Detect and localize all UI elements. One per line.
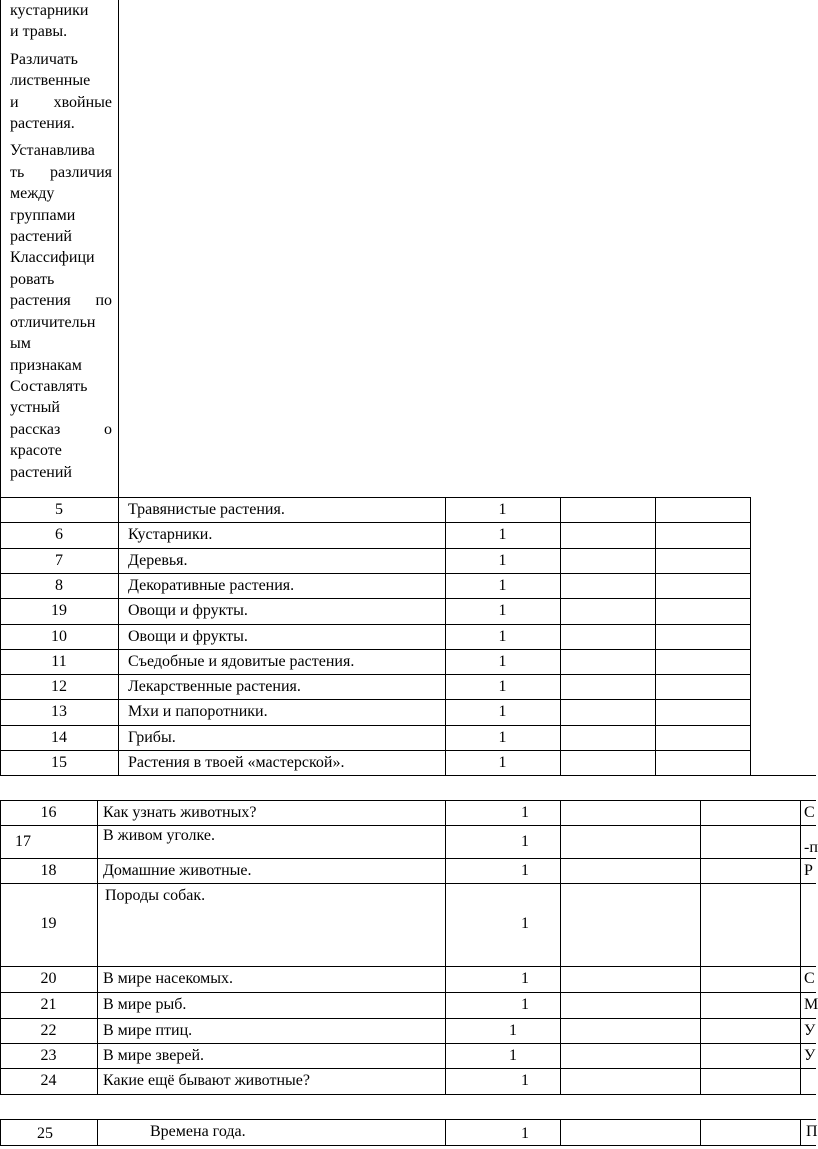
column-border <box>118 497 119 775</box>
row-border <box>0 649 751 650</box>
lesson-topic: В мире насекомых. <box>103 970 234 987</box>
row-border <box>0 598 751 599</box>
lesson-topic: Декоративные растения. <box>128 577 295 594</box>
text-line: признакам <box>10 356 82 374</box>
text-line: Различать <box>10 50 78 68</box>
row-number: 6 <box>55 526 63 543</box>
row-number: 12 <box>51 678 67 695</box>
lesson-topic: Травянистые растения. <box>128 501 285 518</box>
text-line: растений <box>10 463 72 481</box>
text-line: Составлять <box>10 377 88 395</box>
truncated-cell-text: М <box>804 996 818 1013</box>
lesson-topic: Мхи и папоротники. <box>128 703 268 720</box>
row-number: 10 <box>51 628 67 645</box>
lesson-topic: Съедобные и ядовитые растения. <box>128 653 355 670</box>
column-border <box>655 497 656 775</box>
lesson-topic: В мире зверей. <box>103 1047 205 1064</box>
truncated-cell-text: П <box>806 1123 818 1140</box>
truncated-cell-text: У <box>804 1022 816 1039</box>
row-border <box>0 750 751 751</box>
text-line: устный <box>10 399 60 417</box>
row-number: 20 <box>40 970 57 987</box>
column-border <box>97 1119 98 1146</box>
row-border <box>0 699 751 700</box>
row-number: 24 <box>40 1072 57 1089</box>
row-number: 7 <box>55 552 63 569</box>
lesson-topic: В живом уголке. <box>103 827 215 844</box>
hours-count: 1 <box>498 602 507 619</box>
text-line: ровать <box>10 270 55 288</box>
row-number: 19 <box>40 915 57 932</box>
text-line: растений <box>10 228 72 246</box>
lesson-topic: Лекарственные растения. <box>128 678 301 695</box>
row-number: 19 <box>51 602 67 619</box>
hours-count: 1 <box>521 970 529 987</box>
hours-count: 1 <box>521 1125 529 1142</box>
row-border <box>0 1119 816 1120</box>
text-line: и хвойные <box>10 93 112 111</box>
section-divider <box>0 775 816 776</box>
hours-count: 1 <box>498 577 507 594</box>
text-line: между <box>10 185 55 203</box>
text-line: растения по <box>10 292 112 310</box>
row-border <box>0 725 751 726</box>
truncated-cell-text: Р <box>804 862 813 879</box>
column-border <box>800 1119 801 1146</box>
hours-count: 1 <box>521 1072 529 1089</box>
hours-count: 1 <box>498 501 507 518</box>
row-number: 22 <box>40 1022 57 1039</box>
hours-count: 1 <box>509 1047 517 1064</box>
lesson-topic: Грибы. <box>128 729 176 746</box>
column-border <box>700 1119 701 1146</box>
lesson-topic: Овощи и фрукты. <box>128 602 248 619</box>
row-border <box>0 1068 816 1069</box>
lesson-topic: Кустарники. <box>128 526 213 543</box>
text-line: ым <box>10 335 31 353</box>
truncated-cell-text: -п <box>804 839 818 856</box>
column-border <box>97 800 98 1094</box>
lesson-topic: В мире птиц. <box>103 1022 193 1039</box>
row-border <box>0 825 816 826</box>
lesson-topic: Какие ещё бывают животные? <box>103 1072 310 1089</box>
row-number: 17 <box>15 833 31 850</box>
hours-count: 1 <box>521 996 529 1013</box>
row-border <box>0 966 816 967</box>
lesson-topic: В мире рыб. <box>103 996 187 1013</box>
column-border <box>700 800 701 1094</box>
row-border <box>0 522 751 523</box>
hours-count: 1 <box>498 552 507 569</box>
lesson-topic: Растения в твоей «мастерской». <box>128 754 345 771</box>
lesson-topic: Как узнать животных? <box>103 804 257 821</box>
hours-count: 1 <box>498 526 507 543</box>
row-number: 18 <box>40 862 57 879</box>
lesson-topic: Деревья. <box>128 552 188 569</box>
truncated-cell-text: У <box>804 1047 816 1064</box>
row-border <box>0 1094 816 1095</box>
text-line: лиственные <box>10 72 91 90</box>
hours-count: 1 <box>498 703 507 720</box>
top-cell-right-border <box>118 0 119 497</box>
row-number: 25 <box>37 1125 53 1142</box>
row-border <box>0 624 751 625</box>
column-border <box>560 497 561 775</box>
skills-text-cell <box>10 0 112 483</box>
row-number: 14 <box>51 729 67 746</box>
text-line: Классифици <box>10 249 95 267</box>
text-line: группами <box>10 206 76 224</box>
row-number: 15 <box>51 754 67 771</box>
text-line: красоте <box>10 442 62 460</box>
hours-count: 1 <box>498 653 507 670</box>
row-number: 5 <box>55 501 63 518</box>
row-border <box>0 800 816 801</box>
row-border <box>0 674 751 675</box>
row-border <box>0 497 751 498</box>
hours-count: 1 <box>498 754 507 771</box>
lesson-topic: Породы собак. <box>105 887 206 904</box>
row-border <box>0 1145 816 1146</box>
text-line: отличительн <box>10 313 96 331</box>
text-line: Устанавлива <box>10 142 95 160</box>
row-number: 21 <box>40 996 57 1013</box>
text-line: и травы. <box>10 23 68 41</box>
truncated-cell-text: С <box>804 804 815 821</box>
row-border <box>0 573 751 574</box>
row-border <box>0 858 816 859</box>
text-line: кустарники <box>10 2 89 19</box>
hours-count: 1 <box>498 628 507 645</box>
row-number: 13 <box>51 703 67 720</box>
row-border <box>0 1043 816 1044</box>
text-line: ть различия <box>10 163 112 181</box>
truncated-cell-text: С <box>804 970 815 987</box>
hours-count: 1 <box>498 678 507 695</box>
text-line: растения. <box>10 115 75 133</box>
hours-count: 1 <box>521 915 529 932</box>
row-border <box>0 1018 816 1019</box>
column-border <box>750 497 751 775</box>
row-number: 16 <box>40 804 57 821</box>
hours-count: 1 <box>509 1022 517 1039</box>
lesson-topic: Времена года. <box>150 1123 246 1140</box>
column-border <box>800 800 801 1094</box>
row-number: 8 <box>55 577 63 594</box>
lesson-topic: Овощи и фрукты. <box>128 628 248 645</box>
row-border <box>0 548 751 549</box>
top-cell-left-border <box>0 0 1 497</box>
hours-count: 1 <box>498 729 507 746</box>
hours-count: 1 <box>521 833 529 850</box>
text-line: рассказ о <box>10 420 112 438</box>
hours-count: 1 <box>521 862 529 879</box>
lesson-topic: Домашние животные. <box>103 862 252 879</box>
row-number: 23 <box>40 1047 57 1064</box>
row-border <box>0 883 816 884</box>
hours-count: 1 <box>521 804 529 821</box>
row-border <box>0 992 816 993</box>
row-number: 11 <box>51 653 67 670</box>
